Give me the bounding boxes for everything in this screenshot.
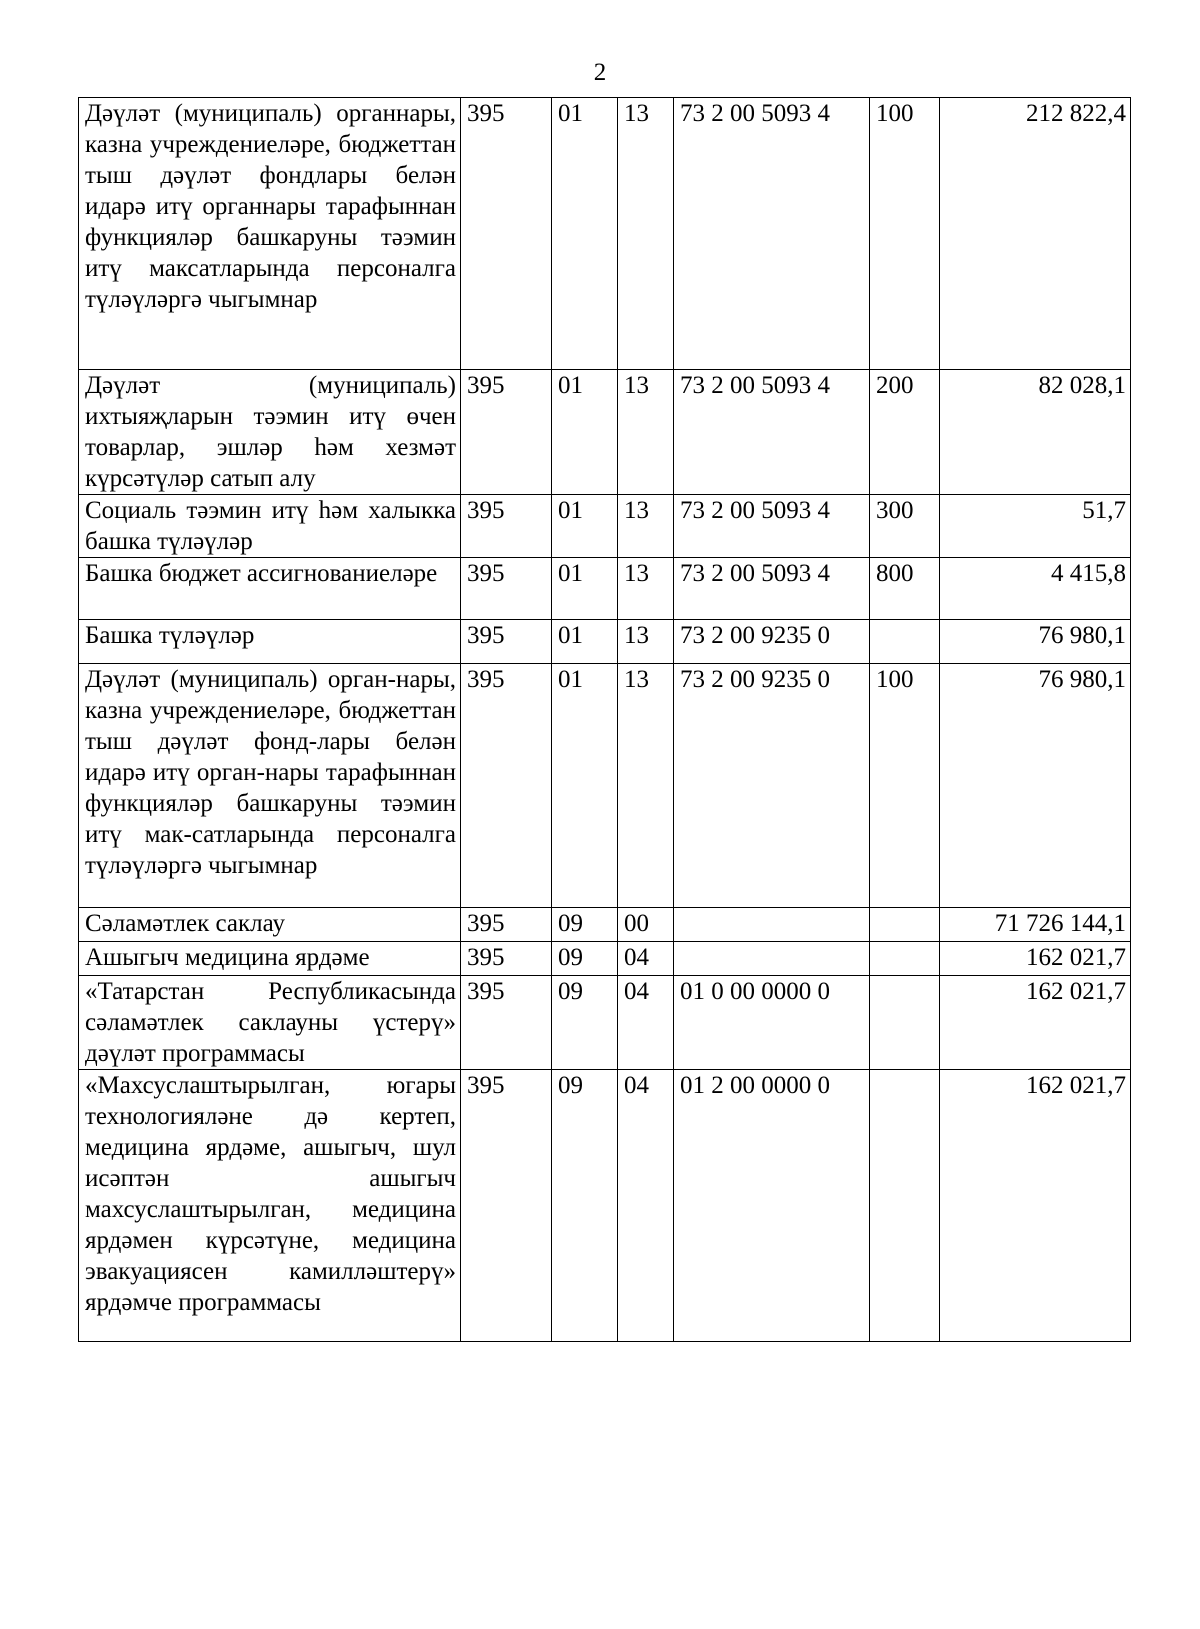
expense-type-cell — [870, 1070, 940, 1342]
target-article-cell — [674, 908, 870, 942]
subsection-cell: 13 — [618, 98, 674, 370]
section-cell: 01 — [552, 664, 618, 908]
expense-type-cell: 200 — [870, 370, 940, 495]
table-row — [79, 908, 1131, 942]
amount-cell: 162 021,7 — [940, 976, 1131, 1070]
table-row — [79, 620, 1131, 664]
section-cell: 09 — [552, 908, 618, 942]
table-row — [79, 942, 1131, 976]
row-name-cell: Дәүләт (муниципаль) органнары, казна учреждениеләре, бюджеттан тыш дәүләт фондлары белән идарә итү органнары тарафыннан функцияләр башкаруны тәэмин итү максатларында персоналга түләүләргә чыгымнар — [79, 98, 461, 370]
section-cell: 09 — [552, 976, 618, 1070]
amount-cell: 51,7 — [940, 495, 1131, 558]
table-row — [79, 558, 1131, 620]
amount-cell: 71 726 144,1 — [940, 908, 1131, 942]
amount-cell: 76 980,1 — [940, 620, 1131, 664]
expense-type-cell — [870, 620, 940, 664]
target-article-cell: 73 2 00 9235 0 — [674, 620, 870, 664]
grbs-cell: 395 — [461, 664, 552, 908]
target-article-cell: 73 2 00 5093 4 — [674, 495, 870, 558]
expense-type-cell — [870, 976, 940, 1070]
subsection-cell: 13 — [618, 664, 674, 908]
amount-cell: 4 415,8 — [940, 558, 1131, 620]
row-name-cell: Сәламәтлек саклау — [79, 908, 461, 942]
section-cell: 09 — [552, 1070, 618, 1342]
grbs-cell: 395 — [461, 370, 552, 495]
target-article-cell: 73 2 00 5093 4 — [674, 558, 870, 620]
table-row — [79, 98, 1131, 370]
subsection-cell: 13 — [618, 495, 674, 558]
expense-type-cell: 800 — [870, 558, 940, 620]
section-cell: 01 — [552, 370, 618, 495]
subsection-cell: 13 — [618, 370, 674, 495]
row-name-cell: Дәүләт (муниципаль) орган-нары, казна учреждениеләре, бюджеттан тыш дәүләт фонд-лары белән идарә итү орган-нары тарафыннан функцияләр башкаруны тәэмин итү мак-сатларында персоналга түләүләргә чыгымнар — [79, 664, 461, 908]
table-row — [79, 976, 1131, 1070]
table-row — [79, 664, 1131, 908]
grbs-cell: 395 — [461, 1070, 552, 1342]
amount-cell: 162 021,7 — [940, 1070, 1131, 1342]
grbs-cell: 395 — [461, 495, 552, 558]
section-cell: 01 — [552, 620, 618, 664]
table-row — [79, 1070, 1131, 1342]
table-row — [79, 370, 1131, 495]
subsection-cell: 04 — [618, 1070, 674, 1342]
target-article-cell: 73 2 00 9235 0 — [674, 664, 870, 908]
expense-type-cell: 300 — [870, 495, 940, 558]
amount-cell: 162 021,7 — [940, 942, 1131, 976]
row-name-cell: Дәүләт (муниципаль) ихтыяҗларын тәэмин итү өчен товарлар, эшләр һәм хезмәт күрсәтүләр сатып алу — [79, 370, 461, 495]
section-cell: 01 — [552, 98, 618, 370]
amount-cell: 76 980,1 — [940, 664, 1131, 908]
target-article-cell: 73 2 00 5093 4 — [674, 98, 870, 370]
expense-type-cell — [870, 942, 940, 976]
grbs-cell: 395 — [461, 620, 552, 664]
expense-type-cell: 100 — [870, 98, 940, 370]
row-name-cell: Башка бюджет ассигнованиеләре — [79, 558, 461, 620]
amount-cell: 212 822,4 — [940, 98, 1131, 370]
section-cell: 01 — [552, 495, 618, 558]
amount-cell: 82 028,1 — [940, 370, 1131, 495]
budget-table — [78, 97, 1131, 1342]
row-name-cell: «Татарстан Республикасында сәламәтлек саклауны үстерү» дәүләт программасы — [79, 976, 461, 1070]
subsection-cell: 04 — [618, 976, 674, 1070]
page-number: 2 — [593, 59, 607, 86]
target-article-cell: 01 2 00 0000 0 — [674, 1070, 870, 1342]
row-name-cell: Социаль тәэмин итү һәм халыкка башка түләүләр — [79, 495, 461, 558]
target-article-cell — [674, 942, 870, 976]
target-article-cell: 01 0 00 0000 0 — [674, 976, 870, 1070]
section-cell: 01 — [552, 558, 618, 620]
row-name-cell: «Махсуслаштырылган, югары технологияләне дә кертеп, медицина ярдәме, ашыгыч, шул исәптән ашыгыч махсуслаштырылган, медицина ярдәмен күрсәтүне, медицина эвакуациясен камилләштерү» ярдәмче программасы — [79, 1070, 461, 1342]
row-name-cell: Башка түләүләр — [79, 620, 461, 664]
subsection-cell: 13 — [618, 558, 674, 620]
grbs-cell: 395 — [461, 908, 552, 942]
expense-type-cell — [870, 908, 940, 942]
subsection-cell: 00 — [618, 908, 674, 942]
section-cell: 09 — [552, 942, 618, 976]
grbs-cell: 395 — [461, 98, 552, 370]
subsection-cell: 04 — [618, 942, 674, 976]
row-name-cell: Ашыгыч медицина ярдәме — [79, 942, 461, 976]
expense-type-cell: 100 — [870, 664, 940, 908]
grbs-cell: 395 — [461, 942, 552, 976]
table-row — [79, 495, 1131, 558]
subsection-cell: 13 — [618, 620, 674, 664]
target-article-cell: 73 2 00 5093 4 — [674, 370, 870, 495]
grbs-cell: 395 — [461, 558, 552, 620]
grbs-cell: 395 — [461, 976, 552, 1070]
